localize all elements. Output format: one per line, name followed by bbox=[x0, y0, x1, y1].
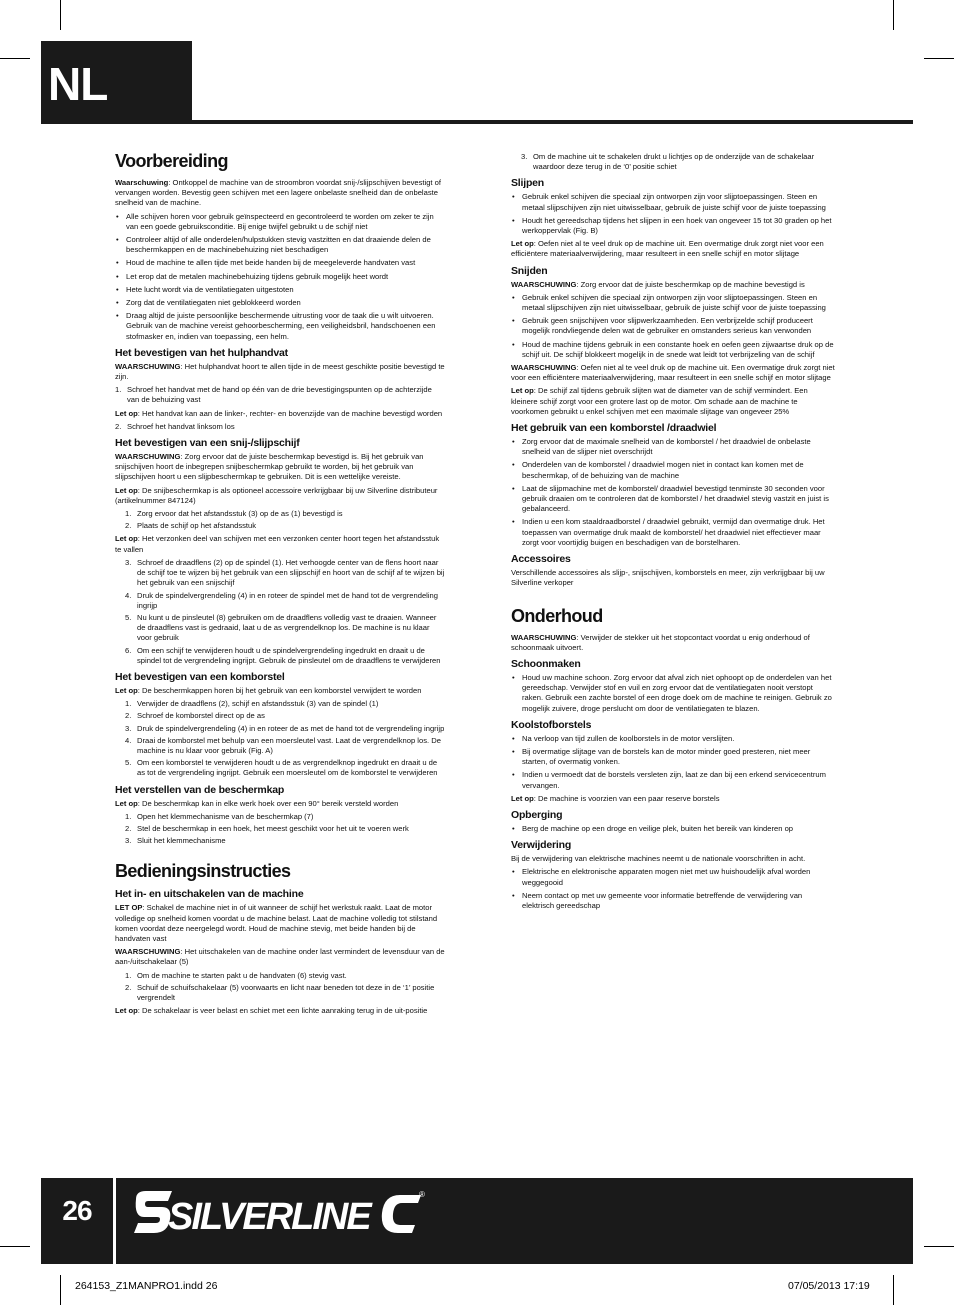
note-paragraph bbox=[511, 386, 836, 417]
warning-text: : Oefen niet al te veel druk op de machine uit. Een overmatige druk zorgt niet voor een efficiëntere materiaalverwijdering, maar resulteert in een snelle schijf en motor slijtage bbox=[511, 363, 835, 383]
note-paragraph bbox=[511, 794, 836, 804]
section-title-onderhoud: Onderhoud bbox=[511, 605, 603, 626]
note-label: Let op bbox=[115, 798, 138, 808]
crop-mark bbox=[60, 0, 61, 30]
warning-label: Waarschuwing bbox=[115, 178, 169, 187]
numbered-list bbox=[115, 385, 445, 405]
list-item: 3. Om de machine uit te schakelen drukt u lichtjes op de onderzijde van de schakelaar waardoor deze terug in de ‘0’ positie schiet bbox=[521, 152, 815, 172]
note-text: : De schijf zal tijdens gebruik slijten wat de diameter van de schijf vermindert. Een kleinere schijf zorgt voor een grotere last op de motor. Om schade aan de machine te voorkomen gebruikt u enkel schijven met een maximale slijtage van ongeveer 25% bbox=[511, 386, 808, 416]
warning-label: WAARSCHUWING bbox=[511, 279, 577, 289]
note-text: : De beschermkappen horen bij het gebruik van een komborstel verwijdert te worden bbox=[137, 685, 422, 695]
step-text: Druk de spindelvergrendeling (4) in en roteer de spindel met de hand tot de vergrendeling ingrijp bbox=[137, 590, 438, 610]
warning-paragraph bbox=[115, 452, 445, 483]
list-item: 5. Nu kunt u de pinsleutel (8) gebruiken om de draadflens volledig vast te draaien. Wanneer de draadflens vast is gedraaid, laat u de as vergrendelknop los. De machine is nu klaar voor gebruik bbox=[125, 612, 437, 643]
registered-mark: ® bbox=[419, 1190, 425, 1199]
note-label: Let op bbox=[511, 386, 534, 396]
step-text: Plaats de schijf op het afstandsstuk bbox=[137, 521, 257, 531]
logo-swoosh-mark bbox=[134, 1191, 172, 1233]
warning-text: : Zorg ervoor dat de juiste beschermkap op de machine bevestigd is bbox=[576, 279, 805, 289]
note-paragraph bbox=[511, 239, 836, 259]
bullet-list bbox=[511, 824, 836, 834]
warning-label: WAARSCHUWING bbox=[115, 947, 181, 957]
silverline-logo bbox=[132, 1187, 427, 1239]
warning-paragraph bbox=[115, 362, 445, 382]
bullet-list bbox=[511, 673, 836, 714]
crop-mark bbox=[924, 1246, 954, 1247]
note-paragraph bbox=[115, 534, 445, 554]
note-label: Let op bbox=[115, 485, 138, 495]
bullet-list bbox=[511, 867, 836, 911]
note-text: : De beschermkap kan in elke werk hoek over een 90° bereik versteld worden bbox=[137, 798, 399, 808]
bullet-list bbox=[511, 293, 836, 360]
subsection-title: Snijden bbox=[511, 264, 548, 277]
list-item: 2. Plaats de schijf op het afstandsstuk bbox=[125, 521, 257, 531]
list-item: • Na verloop van tijd zullen de koolborstels in de motor verslijten. bbox=[511, 734, 836, 744]
list-item: 2. Stel de beschermkap in een hoek, het meest geschikt voor het uit te voeren werk bbox=[125, 823, 409, 833]
note-text: : Het handvat kan aan de linker-, rechter- en bovenzijde van de machine bevestigd worden bbox=[137, 408, 443, 418]
warning-text: : Schakel de machine niet in of uit wanneer de schijf het werkstuk raakt. Laat de motor volledige op snelheid komen voordat u de machine belast. Laat de machine volledig tot stilstand komen voordat deze neergelegd wordt. Houd de machine stevig, met beide handen bij de handvaten vast bbox=[115, 903, 438, 943]
subsection-title: Het bevestigen van het hulphandvat bbox=[115, 346, 288, 359]
list-item: 1. Verwijder de draadflens (2), schijf en afstandsstuk (3) van de spindel (1) bbox=[125, 699, 379, 709]
warning-paragraph bbox=[115, 903, 445, 944]
list-item: • Controleer altijd of alle onderdelen/hulpstukken stevig vastzitten en dat draaiende delen de beschermkappen en de machinebehuizing niet beschadigen bbox=[115, 235, 445, 255]
warning-label: WAARSCHUWING bbox=[511, 632, 577, 642]
paragraph: Verschillende accessoires als slijp-, snijschijven, komborstels en meer, zijn verkrijgbaar bij uw Silverline verkoper bbox=[511, 568, 825, 588]
bullet-list bbox=[511, 437, 836, 548]
subsection-title: Het bevestigen van een snij-/slijpschijf bbox=[115, 437, 300, 450]
step-text: Schuif de schuifschakelaar (5) voorwaarts en licht naar beneden tot deze in de ‘1’ positie vergrendelt bbox=[137, 982, 435, 1002]
subsection-title: Het gebruik van een komborstel /draadwiel bbox=[511, 422, 717, 435]
crop-mark bbox=[893, 1275, 894, 1305]
note-paragraph bbox=[115, 1006, 445, 1016]
crop-mark bbox=[893, 0, 894, 30]
list-item: • Laat de slijpmachine met de komborstel/ draadwiel bevestigd tenminste 30 seconden voor gebruik draaien om te controleren dat de komborstel / het draadwiel stevig vastzit en juist is gebalanceerd. bbox=[511, 484, 836, 515]
left-column bbox=[115, 150, 445, 1019]
list-item: 2. Schroef de komborstel direct op de as bbox=[125, 711, 265, 721]
list-item: • Gebruik enkel schijven die speciaal zijn ontworpen zijn voor slijptoepassingen. Steen en metaal slijpschijven zijn niet uitwisselbaar, gebruik de juiste schijf voor de juiste toepassing bbox=[511, 293, 836, 313]
warning-label: WAARSCHUWING bbox=[115, 452, 181, 462]
note-label: Let op bbox=[115, 408, 138, 418]
crop-mark bbox=[924, 58, 954, 59]
warning-paragraph bbox=[115, 178, 445, 209]
numbered-list bbox=[115, 699, 445, 778]
list-item: 5. Om een komborstel te verwijderen houdt u de as vergrendelknop ingedrukt en draait u de as tot de vergrendeling ingrijpt. Gebruik een moersleutel om de komborstel te verwijderen bbox=[125, 758, 438, 778]
footer-divider bbox=[113, 1178, 116, 1264]
warning-label: WAARSCHUWING bbox=[511, 363, 577, 373]
list-item: 2. Schroef het handvat linksom los bbox=[115, 421, 235, 431]
subsection-title: Het in- en uitschakelen van de machine bbox=[115, 888, 304, 901]
step-text: Nu kunt u de pinsleutel (8) gebruiken om de draadflens volledig vast te draaien. Wanneer de draadflens vast is gedraaid, laat u de as vergrendelknop los. De machine is nu klaar voor gebruik bbox=[137, 612, 437, 643]
list-item: • Indien u vermoedt dat de borstels versleten zijn, laat ze dan bij een erkend servicecentrum vervangen. bbox=[511, 770, 836, 790]
note-paragraph bbox=[115, 486, 445, 506]
logo-c-mark bbox=[382, 1195, 421, 1233]
subsection-title: Het bevestigen van een komborstel bbox=[115, 670, 285, 683]
language-code: NL bbox=[48, 58, 108, 110]
list-item: • Neem contact op met uw gemeente voor informatie betreffende de verwijdering van elektrisch gereedschap bbox=[511, 891, 836, 911]
numbered-list bbox=[115, 812, 445, 847]
section-title-bediening: Bedieningsinstructies bbox=[115, 861, 291, 882]
list-item: • Houd de machine te allen tijde met beide handen bij de meegeleverde handvaten vast bbox=[115, 258, 445, 268]
note-label: Let op bbox=[511, 793, 534, 803]
step-text: Druk de spindelvergrendeling (4) in en roteer de as met de hand tot de vergrendeling ingrijp bbox=[137, 723, 445, 733]
list-item: 3. Druk de spindelvergrendeling (4) in en roteer de as met de hand tot de vergrendeling ingrijp bbox=[125, 723, 445, 733]
warning-text: : Verwijder de stekker uit het stopcontact voordat u enig onderhoud of schoonmaak uitvoert. bbox=[511, 632, 810, 652]
note-text: : Het verzonken deel van schijven met een verzonken center hoort tegen het afstandsstuk te vallen bbox=[115, 534, 440, 554]
step-text: Stel de beschermkap in een hoek, het meest geschikt voor het uit te voeren werk bbox=[137, 823, 409, 833]
list-item: 1. Schroef het handvat met de hand op één van de drie bevestigingspunten op de achterzijde van de behuizing vast bbox=[115, 385, 432, 405]
list-item: • Bij overmatige slijtage van de borstels kan de motor minder goed presteren, niet meer starten, of overmatig vonken. bbox=[511, 747, 836, 767]
warning-paragraph bbox=[511, 280, 836, 290]
list-item: 1. Open het klemmechanisme van de beschermkap (7) bbox=[125, 811, 314, 821]
list-item: • Zorg dat de ventilatiegaten niet geblokkeerd worden bbox=[115, 298, 445, 308]
step-text: Om de machine te starten pakt u de handvaten (6) stevig vast. bbox=[137, 970, 347, 980]
step-text: Verwijder de draadflens (2), schijf en afstandsstuk (3) van de spindel (1) bbox=[137, 699, 379, 709]
bullet-list bbox=[115, 212, 445, 342]
list-item: • Gebruik geen snijschijven voor slijpwerkzaamheden. Een verbrijzelde schijf produceert mogelijk rondvliegende delen wat de gebruiker en omstanders serieus kan verwonden bbox=[511, 316, 836, 336]
note-text: : De snijbeschermkap is als optioneel accessoire verkrijgbaar bij uw Silverline distributeur (artikelnummer 847124) bbox=[115, 485, 438, 505]
step-text: Schroef het handvat met de hand op één van de drie bevestigingspunten op de achterzijde van de behuizing vast bbox=[127, 385, 432, 405]
list-item: 3. Schroef de draadflens (2) op de spindel (1). Het verhoogde center van de flens hoort naar de schijf toe te wijzen bij het gebruik van een slijpschijf en hoort van de schijf af te wijzen bij het gebruik van een snijschijf bbox=[125, 557, 445, 588]
crop-mark bbox=[0, 58, 30, 59]
list-item: • Indien u een kom staaldraadborstel / draadwiel gebruikt, vermijd dan overmatige druk. Het toepassen van overmatige druk maakt de komborstel/ het draadwiel niet effectiever maar zorgt voor voortijdig buigen en beschadigen van de borstelharen. bbox=[511, 517, 836, 548]
subsection-title: Schoonmaken bbox=[511, 657, 581, 670]
list-item: 1. Om de machine te starten pakt u de handvaten (6) stevig vast. bbox=[125, 970, 347, 980]
numbered-list bbox=[115, 558, 445, 666]
warning-text: : Zorg ervoor dat de juiste beschermkap bevestigd is. Bij het gebruik van snijschijven hoort de inbegrepen snijbeschermkap gebruikt te worden, bij het gebruik van slijpschijven hoort u een slijpbeschermkap te gebruiken. Dit is een wettelijke vereiste. bbox=[115, 452, 424, 482]
right-column bbox=[511, 152, 836, 914]
logo-wordmark: SILVERLINE bbox=[168, 1196, 370, 1238]
step-text: Sluit het klemmechanisme bbox=[137, 836, 226, 846]
note-label: Let op bbox=[115, 534, 138, 544]
warning-text: : Het hulphandvat hoort te allen tijde in de meest geschikte positie bevestigd te zijn. bbox=[115, 361, 445, 382]
warning-paragraph bbox=[115, 947, 445, 967]
list-item: • Alle schijven horen voor gebruik geïnspecteerd en gecontroleerd te worden om zeker te zijn van een goede gebruiksconditie. Bij enige twijfel gebruikt u de schijf niet bbox=[115, 212, 445, 232]
step-text: Open het klemmechanisme van de beschermkap (7) bbox=[137, 811, 314, 821]
list-item: • Gebruik enkel schijven die speciaal zijn ontworpen zijn voor slijptoepassingen. Steen en metaal slijpschijven zijn niet uitwisselbaar, gebruik de juiste schijf voor de juiste toepassing bbox=[511, 192, 836, 212]
list-item: 2. Schuif de schuifschakelaar (5) voorwaarts en licht naar beneden tot deze in de ‘1’ positie vergrendelt bbox=[125, 982, 435, 1002]
date-slug: 07/05/2013 17:19 bbox=[788, 1280, 870, 1292]
list-item: • Houd de machine tijdens gebruik in een constante hoek en oefen geen zijwaartse druk op de schijf uit. De schijf blokkeert mogelijk in de snede wat leidt tot verbrijzeling van de schijf bbox=[511, 340, 836, 360]
warning-label: WAARSCHUWING bbox=[115, 361, 181, 371]
list-item: • Draag altijd de juiste persoonlijke beschermende uitrusting voor de taak die u wilt uitvoeren. Gebruik van de machine vereist gehoorbescherming, een veiligheidsbril, handschoenen een stofmasker en, indien van toepassing, een helm. bbox=[115, 311, 445, 342]
note-text: : Oefen niet al te veel druk op de machine uit. Een overmatige druk zorgt niet voor een efficiëntere materiaalverwijdering, maar resulteert in een snelle schijf en motor slijtage bbox=[511, 239, 824, 259]
list-item: 4. Draai de komborstel met behulp van een moersleutel vast. Laat de vergrendelknop los. De machine is nu klaar voor gebruik (Fig. A) bbox=[125, 735, 441, 755]
warning-paragraph bbox=[511, 363, 836, 383]
note-paragraph bbox=[115, 686, 445, 696]
bullet-list bbox=[511, 734, 836, 791]
list-item: • Hete lucht wordt via de ventilatiegaten uitgestoten bbox=[115, 285, 445, 295]
section-title-voorbereiding: Voorbereiding bbox=[115, 151, 228, 171]
list-item: • Elektrische en elektronische apparaten mogen niet met uw huishoudelijk afval worden weggegooid bbox=[511, 867, 836, 887]
note-text: : De machine is voorzien van een paar reserve borstels bbox=[533, 793, 720, 803]
step-text: Draai de komborstel met behulp van een moersleutel vast. Laat de vergrendelknop los. De machine is nu klaar voor gebruik (Fig. A) bbox=[137, 735, 441, 755]
warning-paragraph bbox=[511, 633, 836, 653]
step-text: Schroef het handvat linksom los bbox=[127, 421, 235, 431]
warning-text: : Ontkoppel de machine van de stroombron voordat snij-/slijpschijven bevestigt of vervangen worden. Bevestig geen schijven met een lagere onbelaste snelheid dan de onbelaste snelheid van de machine. bbox=[115, 178, 441, 208]
list-item: • Berg de machine op een droge en veilige plek, buiten het bereik van kinderen op bbox=[511, 824, 836, 834]
list-item: • Onderdelen van de komborstel / draadwiel mogen niet in contact kan komen met de beschermkap, of de behuizing van de machine bbox=[511, 460, 836, 480]
list-item: 4. Druk de spindelvergrendeling (4) in en roteer de spindel met de hand tot de vergrendeling ingrijp bbox=[125, 590, 438, 610]
subsection-title: Opberging bbox=[511, 808, 563, 821]
list-item: 3. Sluit het klemmechanisme bbox=[125, 836, 226, 846]
note-paragraph bbox=[115, 409, 445, 419]
list-item: • Houdt het gereedschap tijdens het slijpen in een hoek van ongeveer 15 tot 30 graden op het werkoppervlak (Fig. B) bbox=[511, 216, 836, 236]
numbered-list bbox=[115, 422, 445, 432]
crop-mark bbox=[0, 1246, 30, 1247]
crop-mark bbox=[60, 1275, 61, 1305]
paragraph: Bij de verwijdering van elektrische machines neemt u de nationale voorschriften in acht. bbox=[511, 854, 806, 864]
step-text: Schroef de komborstel direct op de as bbox=[137, 711, 265, 721]
bullet-list bbox=[511, 192, 836, 236]
numbered-list bbox=[115, 971, 445, 1004]
warning-text: : Het uitschakelen van de machine onder last vermindert de levensduur van de aan-/uitschakelaar (5) bbox=[115, 947, 445, 967]
file-slug: 264153_Z1MANPRO1.indd 26 bbox=[75, 1280, 218, 1292]
numbered-list bbox=[511, 152, 836, 172]
note-label: Let op bbox=[115, 685, 138, 695]
list-item: 1. Zorg ervoor dat het afstandsstuk (3) op de as (1) bevestigd is bbox=[125, 509, 343, 519]
step-text: Om een komborstel te verwijderen houdt u de as vergrendelknop ingedrukt en draait u de as tot de vergrendeling ingrijpt. Gebruik een moersleutel om de komborstel te verwijderen bbox=[137, 758, 438, 778]
step-text: Om een schijf te verwijderen houdt u de spindelvergrendeling ingedrukt en draait u de spindel tot de vergrendeling ingrijpt. Gebruik de pinsleutel om de draadflens te verwijderen bbox=[137, 645, 441, 665]
subsection-title: Koolstofborstels bbox=[511, 718, 592, 731]
subsection-title: Accessoires bbox=[511, 553, 571, 566]
note-label: Let op bbox=[115, 1006, 138, 1016]
subsection-title: Slijpen bbox=[511, 177, 545, 190]
list-item: • Zorg ervoor dat de maximale snelheid van de komborstel / het draadwiel de onbelaste snelheid van de slijper niet overschrijdt bbox=[511, 437, 836, 457]
subsection-title: Het verstellen van de beschermkap bbox=[115, 783, 285, 796]
note-text: : De schakelaar is veer belast en schiet met een lichte aanraking terug in de uit-positie bbox=[137, 1006, 428, 1016]
page-number: 26 bbox=[62, 1195, 92, 1226]
numbered-list bbox=[115, 509, 445, 531]
step-text: Zorg ervoor dat het afstandsstuk (3) op de as (1) bevestigd is bbox=[137, 509, 343, 519]
header-rule bbox=[192, 120, 913, 124]
subsection-title: Verwijdering bbox=[511, 839, 572, 852]
list-item: 6. Om een schijf te verwijderen houdt u de spindelvergrendeling ingedrukt en draait u de spindel tot de vergrendeling ingrijpt. Gebruik de pinsleutel om de draadflens te verwijderen bbox=[125, 645, 441, 665]
note-paragraph bbox=[115, 799, 445, 809]
list-item: • Let erop dat de metalen machinebehuizing tijdens gebruik mogelijk heet wordt bbox=[115, 272, 445, 282]
note-label: Let op bbox=[511, 239, 534, 249]
step-text: Schroef de draadflens (2) op de spindel (1). Het verhoogde center van de flens hoort naar de schijf toe te wijzen bij het gebruik van een slijpschijf en hoort van de schijf af te wijzen bij het gebruik van een snijschijf bbox=[137, 557, 445, 588]
step-text: Om de machine uit te schakelen drukt u lichtjes op de onderzijde van de schakelaar waardoor deze terug in de ‘0’ positie schiet bbox=[533, 152, 815, 172]
warning-label: LET OP bbox=[115, 903, 143, 913]
list-item: • Houd uw machine schoon. Zorg ervoor dat afval zich niet ophoopt op de onderdelen van het gereedschap. Verwijder stof en vuil en zorg ervoor dat de ventilatiegaten nooit verstopt raken. Gebruik een zachte borstel of een droge doek om de machine te reinigen. Gebruik zo mogelijk zuivere, droge perslucht om door de ventilatiegaten te blazen. bbox=[511, 673, 836, 714]
